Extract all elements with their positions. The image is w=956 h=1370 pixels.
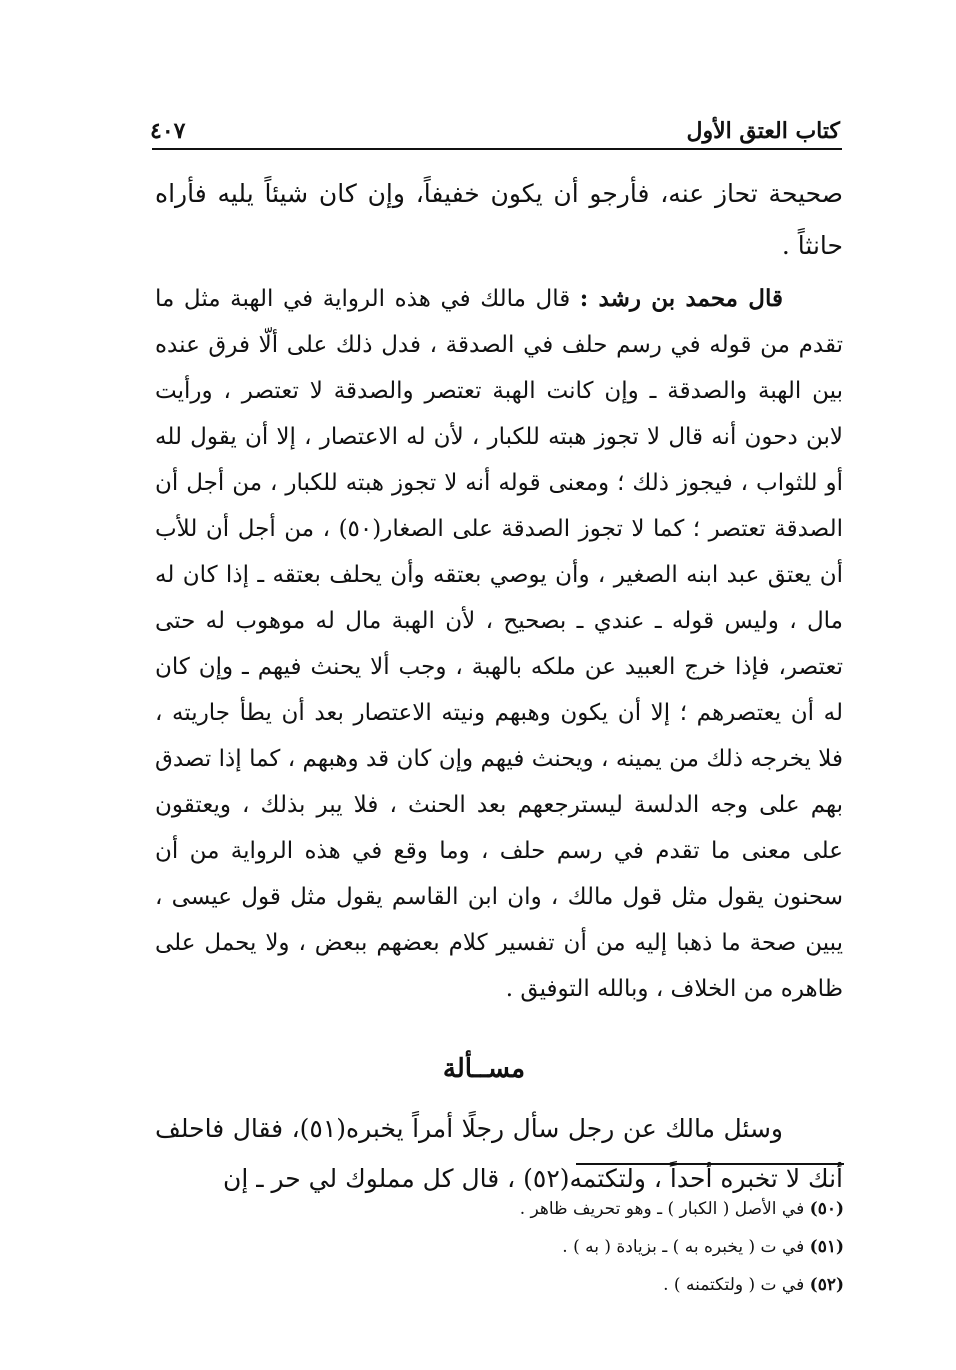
footnote-number: (٥٠) [809, 1199, 844, 1219]
commentary-text: قال مالك في هذه الرواية في الهبة مثل ما تقدم من قوله في رسم حلف في الصدقة ، فدل ذلك على ألّا فرق عنده بين الهبة والصدقة ـ وإن كانت الهبة تعتصر والصدقة لا تعتصر ، ورأيت لابن دحون أنه قال لا تجوز هبته للكبار ، لأن له الاعتصار ، إلا أن يقول لله أو للثواب ، فيجوز ذلك ؛ ومعنى قوله أنه لا تجوز هبته للكبار ، من أجل أن الصدقة تعتصر ؛ كما لا تجوز الصدقة على الصغار(٥٠) ، من أجل أن للأب أن يعتق عبد ابنه الصغير ، وأن يوصي بعتقه وأن يحلف بعتقه ـ إذا كان له مال ، وليس قوله ـ عندي ـ بصحيح ، لأن الهبة مال له موهوب له حتى تعتصر، فإذا خرج العبيد عن ملكه بالهبة ، وجب ألا يحنث فيهم ـ وإن كان له أن يعتصرهم ؛ إلا أن يكون وهبهم ونيته الاعتصار بعد أن يطأ جاريته ، فلا يخرجه ذلك من يمينه ، ويحنث فيهم وإن كان قد وهبهم ، كما إذا تصدق بهم على وجه الدلسة ليسترجعهم بعد الحنث ، فلا يبر بذلك ، ويعتقون على معنى ما تقدم في رسم حلف ، وما وقع في هذه الرواية من أن سحنون يقول مثل قول مالك ، وان ابن القاسم يقول مثل قول عيسى ، يبين صحة ما ذهبا إليه من أن تفسير كلام بعضهم ببعض ، ولا يحمل على ظاهره من الخلاف ، وبالله التوفيق . [155, 286, 843, 1002]
footnotes [300, 1190, 844, 1304]
page-number: ٤٠٧ [150, 118, 186, 144]
running-title: كتاب العتق الأول [686, 118, 840, 144]
section-heading: مســألة [442, 1054, 526, 1084]
intro-paragraph: صحيحة تحاز عنه، فأرجو أن يكون خفيفاً، وإن كان شيئاً يليه فأراه حانثاً . [155, 179, 843, 260]
header-rule [152, 148, 842, 150]
footnote-52 [300, 1266, 844, 1304]
commentary-paragraph [155, 276, 843, 1012]
footnote-51 [300, 1228, 844, 1266]
footnote-50 [300, 1190, 844, 1228]
running-header [150, 104, 840, 144]
footnote-text: في الأصل ( الكبار ) ـ وهو تحريف ظاهر . [519, 1199, 805, 1219]
main-text [155, 168, 843, 1204]
commentary-lead: قال محمد بن رشد : [579, 285, 783, 312]
footnote-number: (٥٢) [809, 1275, 844, 1295]
footnote-text: في ت ( ولتكتمنه ) . [663, 1275, 805, 1295]
footnote-rule [576, 1163, 844, 1165]
footnote-number: (٥١) [809, 1237, 844, 1257]
footnote-text: في ت ( يخبره به ) ـ بزيادة ( به ) . [562, 1237, 805, 1257]
question-paragraph: وسئل مالك عن رجل سأل رجلًا أمراً يخبره(٥١)، فقال فاحلف أنك لا تخبره أحداً ، ولتكتمه(٥٢) ، قال كل مملوك لي حر ـ إن [155, 1114, 843, 1193]
